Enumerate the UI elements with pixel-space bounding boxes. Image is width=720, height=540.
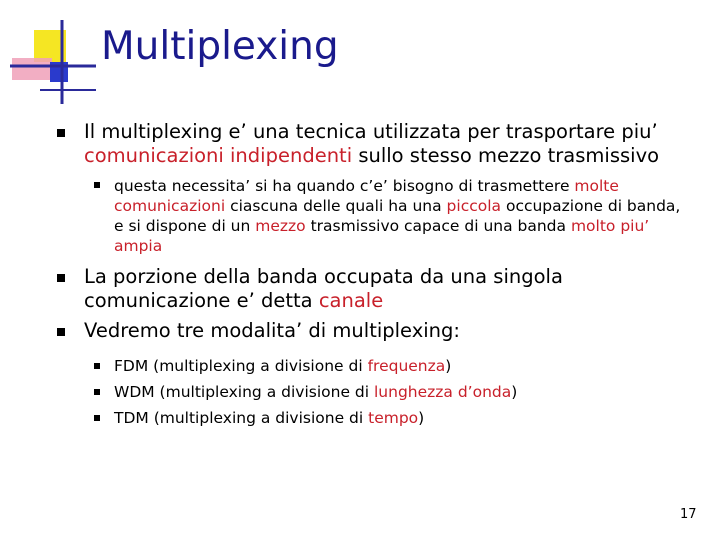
sub-bullet-1-part: questa necessita’ si ha quando c’e’ bisogno di trasmettere bbox=[114, 177, 575, 195]
sub-bullet-tdm bbox=[114, 408, 704, 428]
bullet-1-post: sullo stesso mezzo trasmissivo bbox=[352, 144, 660, 167]
bullet-1-pre: Il multiplexing e’ una tecnica utilizzata per trasportare piu’ bbox=[84, 120, 658, 143]
sub-bullet-marker bbox=[94, 182, 100, 188]
bullet-1-highlight: comunicazioni indipendenti bbox=[84, 144, 353, 167]
bullet-1-text bbox=[84, 120, 704, 168]
sub-bullet-wdm-pre: WDM (multiplexing a divisione di bbox=[114, 383, 374, 401]
sub-bullet-wdm-post: ) bbox=[511, 383, 518, 401]
bullet-3-label: Vedremo tre modalita’ di multiplexing: bbox=[84, 319, 460, 342]
sub-bullet-1-highlight: piccola bbox=[446, 197, 502, 215]
sub-bullet-1-highlight: molto piu’ ampia bbox=[114, 217, 650, 255]
sub-bullet-tdm-pre: TDM (multiplexing a divisione di bbox=[114, 409, 369, 427]
sub-bullet-fdm-highlight: frequenza bbox=[367, 357, 446, 375]
bullet-3-text bbox=[84, 319, 704, 343]
sub-bullet-1-part: ciascuna delle quali ha una bbox=[225, 197, 447, 215]
sub-bullet-tdm-post: ) bbox=[418, 409, 425, 427]
bullet-2-pre: La porzione della banda occupata da una singola comunicazione e’ detta bbox=[84, 265, 563, 312]
sub-bullet-wdm-highlight: lunghezza d’onda bbox=[373, 383, 512, 401]
sub-bullet-1-highlight: mezzo bbox=[255, 217, 306, 235]
bullet-marker bbox=[57, 328, 65, 336]
sub-bullet-fdm bbox=[114, 356, 704, 376]
sub-bullet-1-part: trasmissivo capace di una banda bbox=[305, 217, 571, 235]
sub-bullet-marker bbox=[94, 363, 100, 369]
slide-title: Multiplexing bbox=[101, 24, 339, 69]
sub-bullet-marker bbox=[94, 415, 100, 421]
sub-bullet-1-part: occupazione di banda, e si dispone di un bbox=[114, 197, 681, 235]
sub-bullet-1-text bbox=[114, 176, 694, 256]
sub-bullet-fdm-pre: FDM (multiplexing a divisione di bbox=[114, 357, 368, 375]
sub-bullet-marker bbox=[94, 389, 100, 395]
bullet-2-highlight: canale bbox=[318, 289, 384, 312]
bullet-2-text bbox=[84, 265, 624, 313]
sub-bullet-1-highlight: molte comunicazioni bbox=[114, 177, 619, 215]
slide-logo bbox=[0, 0, 110, 110]
sub-bullet-tdm-highlight: tempo bbox=[368, 409, 419, 427]
sub-bullet-fdm-post: ) bbox=[445, 357, 452, 375]
bullet-marker bbox=[57, 129, 65, 137]
bullet-marker bbox=[57, 274, 65, 282]
sub-bullet-wdm bbox=[114, 382, 704, 402]
page-number: 17 bbox=[680, 507, 697, 522]
